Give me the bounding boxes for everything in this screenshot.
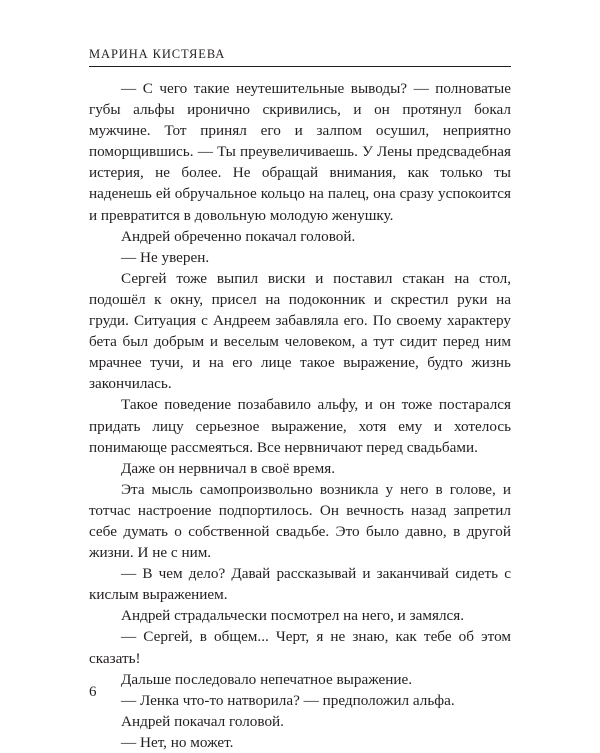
paragraph: — Не уверен. — [121, 248, 210, 266]
header-rule — [89, 66, 511, 67]
paragraph: Андрей покачал головой. — [121, 712, 284, 730]
running-head: МАРИНА КИСТЯЕВА — [89, 47, 226, 61]
paragraph: Сергей тоже выпил виски и поставил стакан на стол, подошёл к окну, присел на подоконник и скрестил руки на груди. Ситуация с Андреем забавляла его. По своему характеру бета был добрым и веселым человеком, а тут сидит перед ним мрачнее тучи, и на его лице такое выражение, будто жизнь закончилась. — [89, 269, 511, 393]
body-text — [89, 78, 511, 753]
paragraph: — С чего такие неутешительные выводы? — полноватые губы альфы иронично скривились, и он протянул бокал мужчине. Тот принял его и залпом осушил, неприятно поморщившись. — Ты преувеличиваешь. У Лены предсвадебная истерия, не более. Не обращай внимания, как только ты наденешь ей обручальное кольцо на палец, она сразу успокоится и превратится в довольную молодую женушку. — [89, 80, 511, 224]
paragraph: Андрей страдальчески посмотрел на него, и замялся. — [121, 607, 465, 625]
paragraph: — Сергей, в общем... Черт, я не знаю, как тебе об этом сказать! — [89, 628, 511, 667]
paragraph: Даже он нервничал в своё время. — [121, 459, 336, 477]
paragraph: — Ленка что-то натворила? — предположил альфа. — [121, 691, 455, 709]
paragraph: Дальше последовало непечатное выражение. — [121, 670, 413, 688]
paragraph: Такое поведение позабавило альфу, и он тоже постарался придать лицу серьезное выражение, хотя ему и хотелось понимающе рассмеяться. Все нервничают перед свадьбами. — [89, 396, 511, 456]
paragraph: Эта мысль самопроизвольно возникла у него в голове, и тотчас настроение подпортилось. Он вечность назад запретил себе думать о собственной свадьбе. Это было давно, в другой жизни. И не с ним. — [89, 480, 511, 562]
paragraph: — Нет, но может. — [121, 733, 234, 751]
paragraph: — В чем дело? Давай рассказывай и заканчивай сидеть с кислым выражением. — [89, 565, 511, 604]
page-number: 6 — [89, 684, 97, 700]
paragraph: Андрей обреченно покачал головой. — [121, 227, 356, 245]
